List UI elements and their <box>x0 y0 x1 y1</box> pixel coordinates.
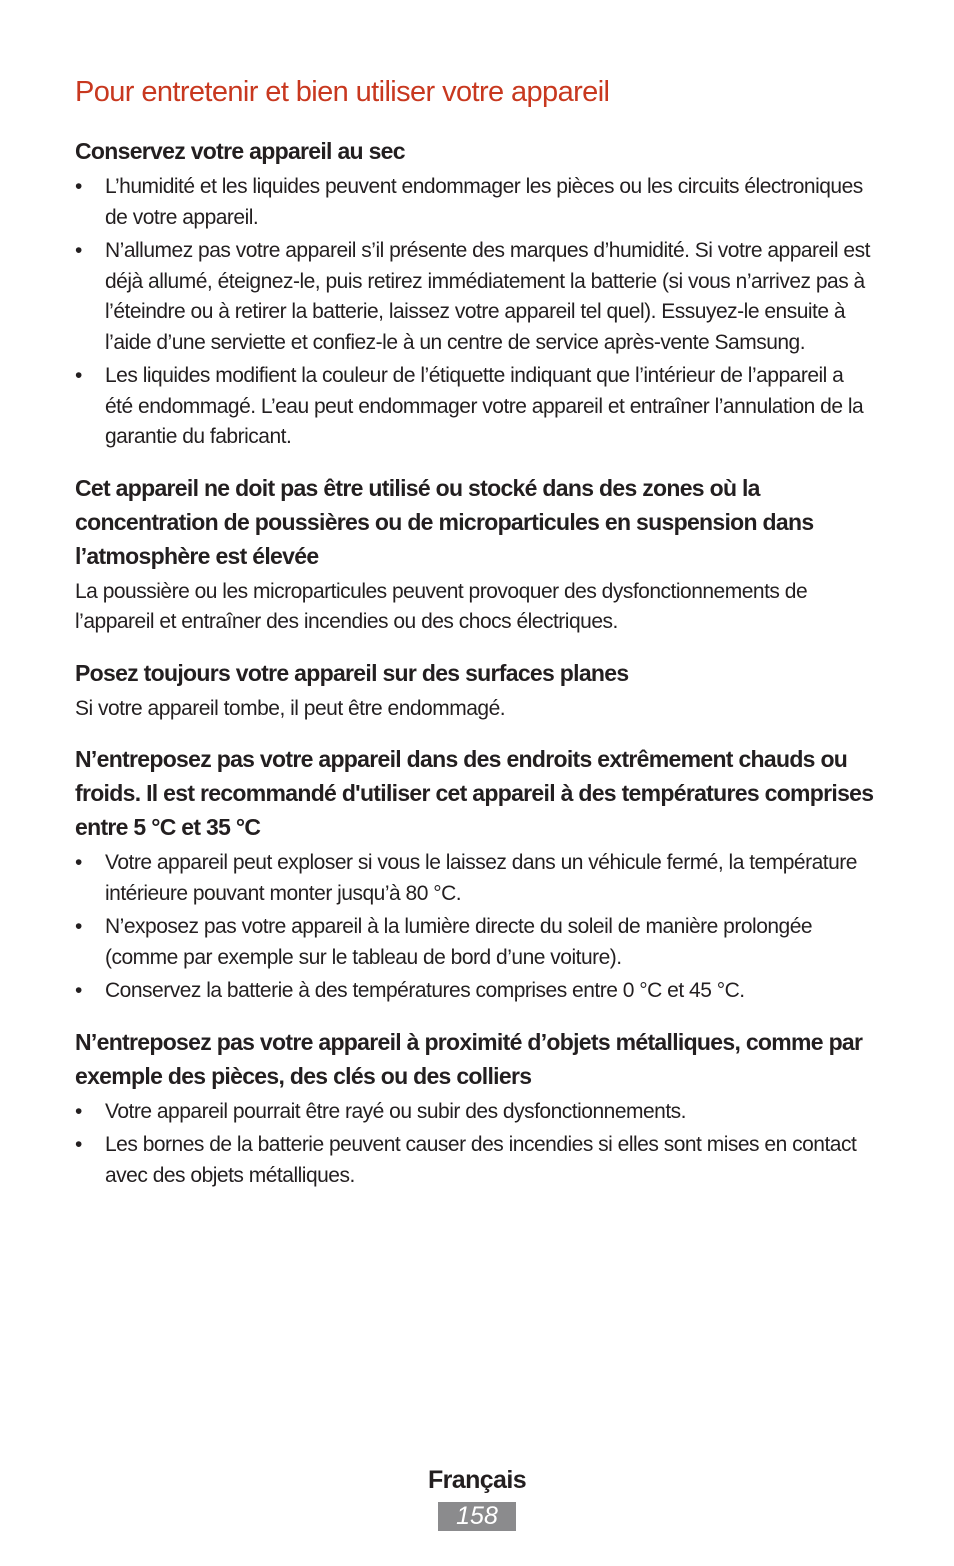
section-heading: Cet appareil ne doit pas être utilisé ou stocké dans des zones où la concentration de poussières ou de microparticules en suspension dans l’atmosphère est élevée <box>75 474 814 569</box>
list-item-text: Les bornes de la batterie peuvent causer des incendies si elles sont mises en contact avec des objets métalliques. <box>105 1133 857 1187</box>
section-heading: N’entreposez pas votre appareil à proximité d’objets métalliques, comme par exemple des pièces, des clés ou des colliers <box>75 1028 863 1089</box>
bullet-icon: • <box>75 1133 82 1156</box>
section-heading: N’entreposez pas votre appareil dans des endroits extrêmement chauds ou froids. Il est recommandé d'utiliser cet appareil à des températures comprises entre 5 °C et 35 °C <box>75 746 874 840</box>
list-item <box>75 848 875 909</box>
bullet-icon: • <box>75 364 82 387</box>
list-item <box>75 912 875 973</box>
list-item-text: Votre appareil pourrait être rayé ou subir des dysfonctionnements. <box>105 1099 687 1123</box>
section-flat-surfaces <box>75 656 875 725</box>
list-item <box>75 976 875 1007</box>
bullet-icon: • <box>75 1099 82 1123</box>
document-page <box>75 72 875 1209</box>
page-footer <box>0 1462 954 1531</box>
section-keep-dry <box>75 134 875 453</box>
bullet-icon: • <box>75 979 82 1002</box>
list-item-text: Les liquides modifient la couleur de l’étiquette indiquant que l’intérieur de l’appareil a été endommagé. L’eau peut endommager votre appareil et entraîner l’annulation de la garantie du fabricant. <box>105 364 864 448</box>
bullet-icon: • <box>75 915 82 938</box>
section-temperature <box>75 742 875 1007</box>
list-item <box>75 1097 875 1128</box>
bullet-list <box>75 1097 875 1192</box>
page-number-badge: 158 <box>438 1502 516 1531</box>
list-item-text: N’exposez pas votre appareil à la lumière directe du soleil de manière prolongée (comme par exemple sur le tableau de bord d’une voiture). <box>105 915 813 969</box>
section-dust <box>75 471 875 638</box>
bullet-icon: • <box>75 851 82 874</box>
section-heading: Posez toujours votre appareil sur des surfaces planes <box>75 659 629 686</box>
list-item <box>75 236 875 358</box>
bullet-icon: • <box>75 239 82 262</box>
section-metal-objects <box>75 1025 875 1192</box>
list-item <box>75 1130 875 1191</box>
section-paragraph: La poussière ou les microparticules peuvent provoquer des dysfonctionnements de l’appareil et entraîner des incendies ou des chocs électriques. <box>75 579 808 633</box>
section-heading: Conservez votre appareil au sec <box>75 138 405 164</box>
page-title: Pour entretenir et bien utiliser votre appareil <box>75 76 610 108</box>
list-item-text: L’humidité et les liquides peuvent endommager les pièces ou les circuits électroniques de votre appareil. <box>105 175 863 229</box>
bullet-icon: • <box>75 175 82 198</box>
footer-language: Français <box>427 1466 527 1494</box>
bullet-list <box>75 172 875 453</box>
section-paragraph: Si votre appareil tombe, il peut être endommagé. <box>75 696 506 720</box>
list-item <box>75 172 875 233</box>
list-item-text: Votre appareil peut exploser si vous le laissez dans un véhicule fermé, la température intérieure pouvant monter jusqu’à 80 °C. <box>105 851 857 905</box>
list-item <box>75 361 875 453</box>
list-item-text: Conservez la batterie à des températures comprises entre 0 °C et 45 °C. <box>105 979 745 1002</box>
list-item-text: N’allumez pas votre appareil s’il présente des marques d’humidité. Si votre appareil est déjà allumé, éteignez-le, puis retirez immédiatement la batterie (si vous n’arrivez pas à l’éteindre ou à retirer la batterie, laissez votre appareil tel quel). Essuyez-le ensuite à l’aide d’une serviette et confiez-le à un centre de service après-vente Samsung. <box>105 239 870 354</box>
bullet-list <box>75 848 875 1007</box>
